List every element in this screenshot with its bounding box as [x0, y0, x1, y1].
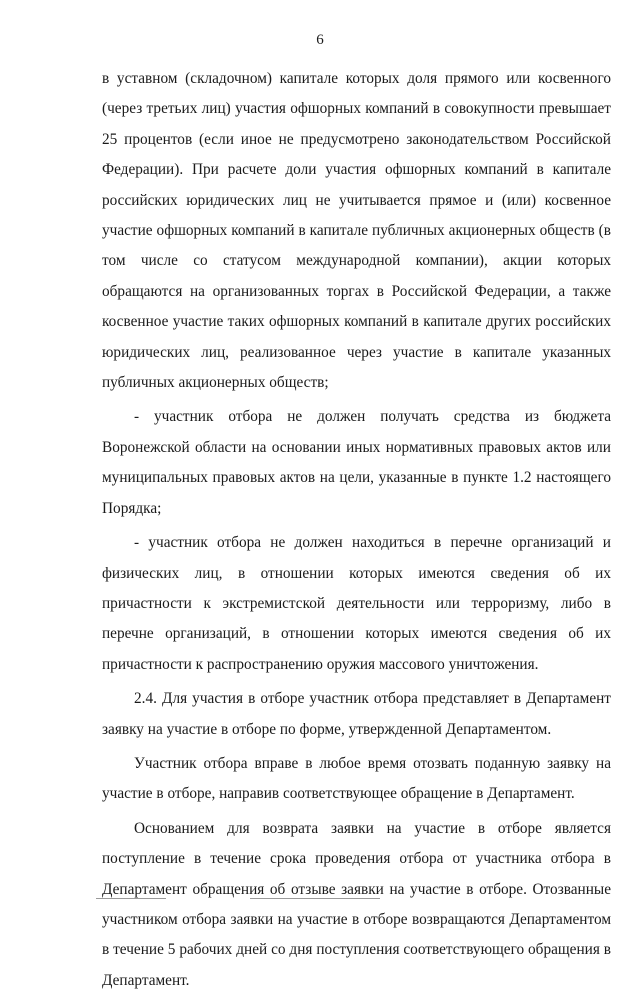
paragraph-extremism-list-condition: - участник отбора не должен находиться в перечне организаций и физических лиц, в отношении которых имеются сведения об их причастности к экстремистской деятельности или терроризму, либо в перечне организаций, в отношении которых имеются сведения об их причастности к распространению оружия массового уничтожения. [102, 534, 611, 673]
document-body [102, 64, 611, 996]
paragraph-section-2-4: 2.4. Для участия в отборе участник отбора представляет в Департамент заявку на участие в отборе по форме, утвержденной Департаментом. [102, 690, 611, 738]
paragraph-withdraw-application: Участник отбора вправе в любое время отозвать поданную заявку на участие в отборе, направив соответствующее обращение в Департамент. [102, 754, 611, 803]
paragraph-offshore-participation: в уставном (складочном) капитале которых доля прямого или косвенного (через третьих лиц) участия офшорных компаний в совокупности превышает 25 процентов (если иное не предусмотрено законодательством Российской Федерации). При расчете доли участия офшорных компаний в капитале российских юридических лиц не учитывается прямое и (или) косвенное участие офшорных компаний в капитале публичных акционерных обществ (в том числе со статусом международной компании), акции которых обращаются на организованных торгах в Российской Федерации, а также косвенное участие таких офшорных компаний в капитале других российских юридических лиц, реализованное через участие в капитале указанных публичных акционерных обществ; [102, 70, 611, 392]
page-number: 6 [316, 32, 324, 48]
scan-artifact-line [96, 898, 166, 899]
paragraph-budget-funds-condition: - участник отбора не должен получать средства из бюджета Воронежской области на основании иных нормативных правовых актов или муниципальных правовых актов на цели, указанные в пункте 1.2 настоящего Порядка; [102, 408, 611, 517]
scan-artifact-line [250, 898, 380, 899]
paragraph-return-application: Основанием для возврата заявки на участие в отборе является поступление в течение срока проведения отбора от участника отбора в Департамент обращения об отзыве заявки на участие в отборе. Отозванные участником отбора заявки на участие в отборе возвращаются Департаментом в течение 5 рабочих дней со дня поступления соответствующего обращения в Департамент. [102, 819, 611, 989]
